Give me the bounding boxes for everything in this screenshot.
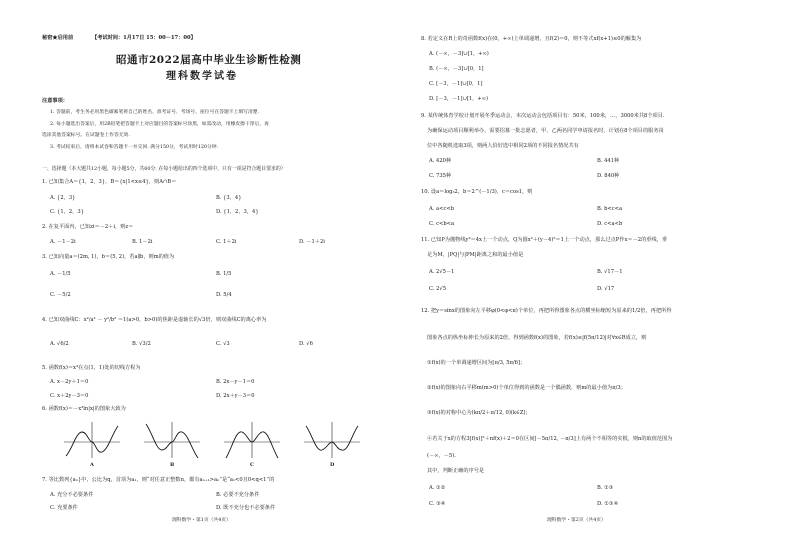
- question-9-line-3: 位中各随机选取3项，则两人恰好选中相同2项的不同报名情况共有: [427, 143, 579, 149]
- page-footer-left: 理科数学・第1页（共4页）: [172, 518, 231, 523]
- q4-option-c: C. √3: [216, 341, 230, 347]
- question-2: 2. 在复平面内，已知zi＝－2＋i，则z＝: [42, 224, 134, 230]
- question-3: 3. 已知向量a＝(2m, 1)，b＝(5, 2)，若a∥b，则m的值为: [42, 254, 175, 260]
- note-2-cont: 选涂其他答案标号。在试题卷上作答无效.: [42, 133, 130, 138]
- q11-option-d: D. √17: [597, 286, 615, 292]
- q7-option-c: C. 充要条件: [50, 505, 78, 511]
- q12-option-d: D. ①③④: [597, 501, 619, 507]
- q9-option-d: D. 840种: [597, 173, 620, 179]
- q2-option-c: C. 1＋2i: [216, 239, 237, 245]
- question-11-line-2: 足为M，|PQ|与|PM|距离之和的最小值是: [427, 252, 524, 258]
- q5-option-a: A. x－2y＋1＝0: [50, 379, 89, 385]
- q6-label-a: A: [90, 462, 94, 468]
- q6-graph-d: [302, 420, 362, 460]
- q11-option-b: B. √17－1: [597, 269, 623, 275]
- q1-option-c: C. {1，2，3}: [50, 209, 84, 215]
- q2-option-d: D. －1＋2i: [299, 239, 325, 245]
- q6-label-b: B: [170, 462, 175, 468]
- q12-statement-3: ③f(x)的对称中心为(kπ/2＋π/12, 0)(k∈Z)；: [427, 410, 531, 416]
- q10-option-a: A. a<c<b: [429, 206, 455, 212]
- question-9-line-2: 为确保运动项目顺利举办，需要招募一批志愿者，甲、乙两名同学申请报名时，计划在8个项目的服务岗: [427, 128, 664, 134]
- q6-label-c: C: [250, 462, 254, 468]
- exam-subtitle: 理科数学试卷: [166, 71, 238, 82]
- question-6: 6. 函数f(x)＝－x³ln|x|的图象大致为: [42, 406, 126, 412]
- q3-option-c: C. －5/2: [50, 292, 71, 298]
- q9-option-b: B. 441种: [597, 158, 620, 164]
- q12-statement-2: ②f(x)的图象向右平移m(m>0)个单位得到的函数是一个偶函数，则m的最小值为π/3；: [427, 385, 626, 391]
- q8-option-c: C. [－3，－1]∪[0，1]: [429, 81, 483, 87]
- q2-option-b: B. 1－2i: [132, 239, 153, 245]
- q10-option-d: D. c<a<b: [597, 221, 623, 227]
- q5-option-d: D. 2x＋y－3＝0: [216, 393, 255, 399]
- question-12-line-2: 图象各点的纵坐标伸长为原来的2倍，得到函数f(x)的图象，若f(x)≤|f(5π/12)|对∀x∈R成立，则: [427, 335, 647, 341]
- q4-option-b: B. √3/2: [132, 341, 151, 347]
- q12-prompt: 其中，判断正确的序号是: [427, 468, 485, 474]
- exam-title: 昭通市2022届高中毕业生诊断性检测: [116, 54, 302, 66]
- q9-option-c: C. 735种: [429, 173, 452, 179]
- q4-option-a: A. √6/2: [50, 341, 69, 347]
- page-footer-right: 理科数学・第2页（共4页）: [547, 518, 606, 523]
- q1-option-d: D. {1，2，3，4}: [216, 209, 259, 215]
- question-7: 7. 等比数列{aₙ}中，公比为q，首项为a₁，则“对任意正整数n，都有aₙ₊₁>aₙ”是“a₁<0且0<q<1”的: [42, 477, 275, 483]
- q7-option-a: A. 充分不必要条件: [50, 492, 94, 498]
- question-11-line-1: 11. 已知P为抛物线y²＝4x上一个动点，Q为圆x²＋(y－4)²＝1上一个动点，那么过点P作x＝－2的垂线，垂: [421, 237, 668, 243]
- q5-option-b: B. 2x－y－1＝0: [216, 379, 255, 385]
- q2-option-a: A. －1－2i: [50, 239, 76, 245]
- q12-option-b: B. ①③: [597, 485, 614, 491]
- q10-option-c: C. c<b<a: [429, 221, 455, 227]
- q5-option-c: C. x＋2y－3＝0: [50, 393, 89, 399]
- note-1: 1. 答题前，考生务必用黑色碳素笔将自己的姓名、准考证号、考场号、座位号在答题卡上填写清楚.: [50, 110, 260, 115]
- q11-option-a: A. 2√5－1: [429, 269, 455, 275]
- exam-page-right: [397, 0, 794, 544]
- q7-option-d: D. 既不充分也不必要条件: [216, 505, 276, 511]
- q4-option-d: D. √6: [299, 341, 313, 347]
- q6-graph-c: [222, 420, 282, 460]
- q8-option-b: B. (－∞，－3]∪[0，1]: [429, 66, 484, 72]
- q1-option-b: B. {3，4}: [216, 195, 242, 201]
- question-12-line-1: 12. 把y＝sinx的图象向左平移φ(0<φ<π)个单位，再把所得图象各点的横坐标缩短为原来的1/2倍，再把所得: [421, 308, 672, 314]
- question-1: 1. 已知集合A＝{1，2，3}，B＝{x|1<x≤4}，则A∩B＝: [42, 179, 177, 185]
- q3-option-b: B. 1/5: [216, 271, 232, 277]
- q12-statement-4: ④若关于x的方程3[f(x)]²＋nf(x)＋2＝0在区间[－5π/12, －π/3]上有两个不相等的实根，则n的取值范围为: [427, 436, 673, 442]
- question-8: 8. 若定义在R上的奇函数f(x)在(0，+∞)上单调递增，且f(2)＝0，则不等式xf(x+1)≤0的解集为: [421, 36, 642, 42]
- question-10: 10. 设a＝log₃2，b＝2^(－1/3)，c＝cos1，则: [421, 189, 533, 195]
- q12-statement-1: ①f(x)的一个单调递增区间为[π/3, 5π/6]；: [427, 360, 526, 366]
- q6-graph-a: [62, 420, 122, 460]
- q10-option-b: B. b<c<a: [597, 206, 623, 212]
- q6-graph-b: [142, 420, 202, 460]
- question-5: 5. 函数f(x)＝x³在点(1，1)处的切线方程为: [42, 365, 141, 371]
- note-2: 2. 每小题选出答案后，用2B铅笔把答题卡上对应题目的答案标号涂黑，如需改动，用橡皮擦干净后，再: [50, 122, 269, 127]
- q12-option-a: A. ①②: [429, 485, 446, 491]
- q12-statement-4-cont: (－∞，－5).: [427, 453, 456, 459]
- q8-option-d: D. [－3，－1]∪[1，+∞): [429, 96, 489, 102]
- section1-heading: 一、选择题（本大题共12小题，每小题5分，共60分. 在每小题给出的四个选项中，只有一项是符合题目要求的）: [42, 166, 286, 172]
- question-9-line-1: 9. 某传统体育学校计划开展冬季运动会，本次运动会包括项目有：50米，100米，…，3000米共8个项目.: [421, 113, 665, 119]
- q3-option-a: A. －1/5: [50, 271, 71, 277]
- question-4: 4. 已知双曲线C：x²/a² － y²/b² ＝1(a>0，b>0)的焦距是虚轴长的√3倍，则双曲线C的离心率为: [42, 317, 267, 323]
- notes-heading: 注意事项：: [42, 98, 68, 104]
- note-3: 3. 考试结束后，请将本试卷和答题卡一并交回. 满分150分，考试用时120分钟.: [50, 145, 219, 150]
- confidential-label: 秘密★启用前: [42, 35, 74, 41]
- q9-option-a: A. 420种: [429, 158, 452, 164]
- q1-option-a: A. {2，3}: [50, 195, 76, 201]
- q7-option-b: B. 必要不充分条件: [216, 492, 260, 498]
- q3-option-d: D. 5/4: [216, 292, 232, 298]
- q6-label-d: D: [330, 462, 335, 468]
- q8-option-a: A. (－∞，－3]∪[1，+∞): [429, 51, 489, 57]
- q11-option-c: C. 2√5: [429, 286, 446, 292]
- q12-option-c: C. ③④: [429, 501, 446, 507]
- exam-time: 【考试时间：1月17日 15：00－17：00】: [92, 35, 196, 41]
